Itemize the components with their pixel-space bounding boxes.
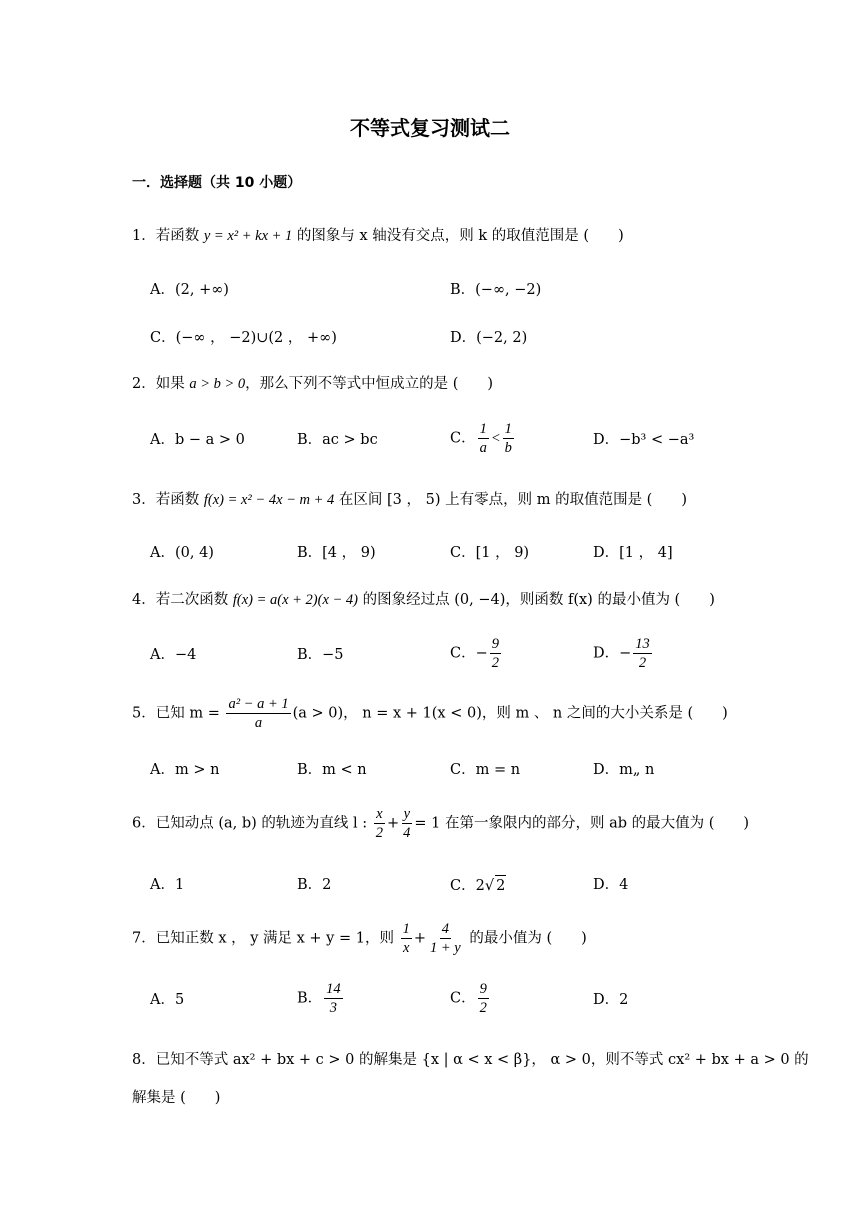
- q7-fraction1-denominator: x: [403, 940, 410, 956]
- q6-fraction1-denominator: 2: [375, 825, 384, 841]
- q7-c-denominator: 2: [479, 1000, 487, 1016]
- q4-d-denominator: 2: [638, 655, 647, 671]
- q2-c-less-than: <: [490, 430, 501, 447]
- question-4-prefix: 4．若二次函数: [132, 592, 233, 608]
- q7-fraction2-denominator: 1 + y: [430, 940, 461, 956]
- question-2-suffix: ，那么下列不等式中恒成立的是 ( ): [245, 376, 494, 392]
- sqrt-symbol: √: [484, 878, 495, 894]
- q7-fraction2-numerator: 4: [441, 921, 449, 937]
- question-6-prefix: 6．已知动点 (a, b) 的轨迹为直线 l :: [132, 815, 372, 832]
- q3-option-c[interactable]: C．[1 ， 9): [450, 545, 530, 561]
- q1-option-b[interactable]: B．(−∞, −2): [450, 282, 542, 298]
- q6-option-d[interactable]: D．4: [593, 877, 629, 893]
- question-1-suffix: 的图象与 x 轴没有交点，则 k 的取值范围是 ( ): [292, 228, 624, 244]
- q4-c-denominator: 2: [491, 655, 499, 671]
- q2-option-a[interactable]: A．b − a > 0: [150, 432, 245, 448]
- q7-b-numerator: 14: [326, 981, 341, 997]
- q7-option-c-label: C．: [450, 990, 476, 1007]
- q7-option-c[interactable]: [450, 980, 491, 1017]
- question-8-line-1: 8．已知不等式 ax² + bx + c > 0 的解集是 {x | α < x < β}， α > 0，则不等式 cx² + bx + a > 0 的: [132, 1052, 809, 1068]
- q6-option-b[interactable]: B．2: [297, 877, 332, 893]
- q7-fraction1-numerator: 1: [402, 921, 410, 937]
- question-3-prefix: 3．若函数: [132, 492, 204, 508]
- question-4: [132, 590, 715, 610]
- question-3: [132, 490, 687, 510]
- question-7: [132, 920, 587, 957]
- question-3-expression: f(x) = x² − 4x − m + 4: [203, 492, 335, 508]
- q4-option-c[interactable]: [450, 635, 503, 672]
- q4-option-c-label: C．−: [450, 645, 488, 662]
- question-3-suffix: 在区间 [3 ， 5) 上有零点，则 m 的取值范围是 ( ): [334, 492, 687, 508]
- q7-plus: +: [413, 930, 426, 947]
- q7-c-numerator: 9: [479, 981, 487, 997]
- question-2-prefix: 2．如果: [132, 376, 190, 392]
- q2-c-left-numerator: 1: [479, 421, 487, 437]
- q4-option-a[interactable]: A．−4: [150, 647, 197, 663]
- q5-fraction-denominator: a: [254, 715, 263, 731]
- q5-option-c[interactable]: C．m = n: [450, 762, 521, 778]
- question-4-suffix: 的图象经过点 (0, −4)，则函数 f(x) 的最小值为 ( ): [358, 592, 715, 608]
- question-2: [132, 374, 493, 394]
- q7-option-d[interactable]: D．2: [593, 992, 629, 1008]
- question-7-prefix: 7．已知正数 x ， y 满足 x + y = 1，则: [132, 930, 399, 947]
- question-6: [132, 805, 749, 842]
- q7-b-denominator: 3: [329, 1000, 338, 1016]
- q4-d-numerator: 13: [635, 636, 650, 652]
- q2-option-c-label: C．: [450, 430, 476, 447]
- q7-option-a[interactable]: A．5: [150, 992, 185, 1008]
- q3-option-d[interactable]: D．[1 ， 4]: [593, 545, 673, 561]
- q4-option-d[interactable]: [593, 635, 654, 672]
- q2-c-right-denominator: b: [504, 440, 512, 456]
- question-7-suffix: 的最小值为 ( ): [464, 930, 587, 947]
- q5-option-b[interactable]: B．m < n: [297, 762, 367, 778]
- q6-fraction2-denominator: 4: [403, 825, 411, 841]
- question-2-expression: a > b > 0: [189, 376, 246, 392]
- question-4-expression: f(x) = a(x + 2)(x − 4): [232, 592, 359, 608]
- q6-fraction1-numerator: x: [376, 806, 383, 822]
- page-title: 不等式复习测试二: [350, 116, 510, 140]
- q6-option-a[interactable]: A．1: [150, 877, 185, 893]
- q2-option-d[interactable]: D．−b³ < −a³: [593, 432, 695, 448]
- question-5-prefix: 5．已知 m =: [132, 705, 225, 722]
- q2-option-b[interactable]: B．ac > bc: [297, 432, 378, 448]
- question-1-expression: y = x² + kx + 1: [203, 228, 293, 244]
- q1-option-d[interactable]: D．(−2, 2): [450, 330, 528, 346]
- q5-fraction-numerator: a² − a + 1: [228, 696, 289, 712]
- q3-option-b[interactable]: B．[4 ， 9): [297, 545, 376, 561]
- question-5-suffix: (a > 0)， n = x + 1(x < 0)，则 m 、 n 之间的大小关系是 ( ): [292, 705, 728, 722]
- q6-fraction2-numerator: y: [403, 806, 411, 822]
- q6-c-radicand: 2: [495, 875, 506, 896]
- q5-option-a[interactable]: A．m > n: [150, 762, 220, 778]
- q4-c-numerator: 9: [491, 636, 499, 652]
- question-6-suffix: = 1 在第一象限内的部分，则 ab 的最大值为 ( ): [414, 815, 750, 832]
- question-5: [132, 695, 728, 732]
- section-heading: 一．选择题（共 10 小题）: [132, 175, 302, 191]
- q2-c-right-numerator: 1: [504, 421, 512, 437]
- q7-option-b[interactable]: [297, 980, 345, 1017]
- q4-option-b[interactable]: B．−5: [297, 647, 344, 663]
- question-1-prefix: 1．若函数: [132, 228, 204, 244]
- question-8-line-2: 解集是 ( ): [132, 1090, 221, 1106]
- q1-option-a[interactable]: A．(2, +∞): [150, 282, 229, 298]
- question-1: [132, 226, 624, 246]
- q5-option-d[interactable]: D．m„ n: [593, 762, 655, 778]
- q6-option-c-label: C．2: [450, 878, 485, 894]
- q3-option-a[interactable]: A．(0, 4): [150, 545, 214, 561]
- q4-option-d-label: D．−: [593, 645, 632, 662]
- q7-option-b-label: B．: [297, 990, 323, 1007]
- q6-option-c[interactable]: [450, 875, 506, 896]
- q2-c-left-denominator: a: [479, 440, 487, 456]
- q1-option-c[interactable]: C．(−∞ ， −2)∪(2 ， +∞): [150, 330, 337, 346]
- q6-plus: +: [387, 815, 400, 832]
- q2-option-c[interactable]: [450, 420, 516, 457]
